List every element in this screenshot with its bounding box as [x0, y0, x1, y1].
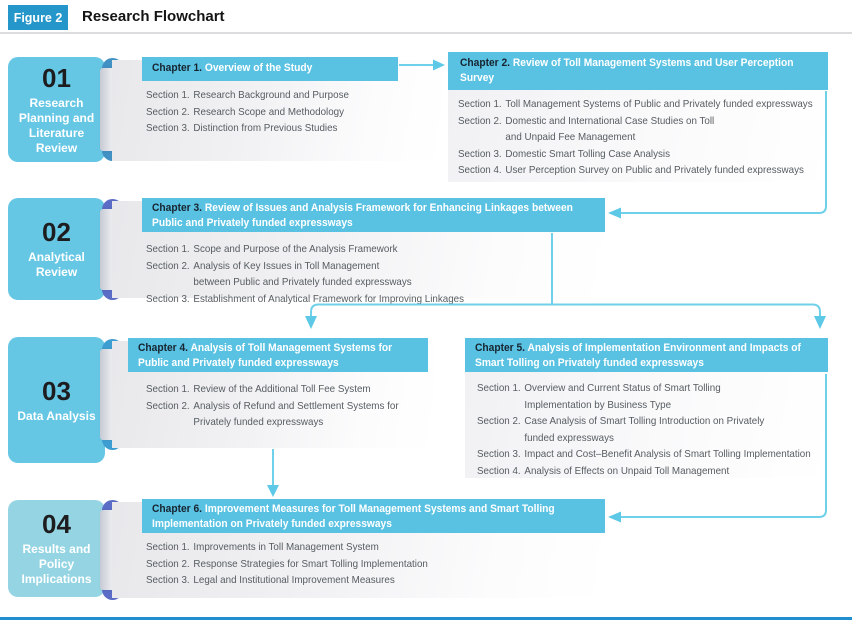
- section-text-continued: funded expressways: [524, 431, 614, 444]
- arrowhead-ch5-to-ch6: [608, 512, 621, 523]
- section-text: Analysis of Effects on Unpaid Toll Management: [524, 464, 730, 477]
- phase-number: 02: [42, 217, 71, 247]
- section-label: Section 2.: [146, 399, 190, 412]
- phase-number: 04: [42, 509, 71, 539]
- section-text: Domestic Smart Tolling Case Analysis: [505, 147, 671, 160]
- section-text: Analysis of Key Issues in Toll Management between Public and Privately funded expressways: [193, 258, 411, 291]
- arrowhead-ch2-to-ch3: [608, 208, 621, 219]
- section-text: Legal and Institutional Improvement Measures: [193, 574, 395, 586]
- section-label: Section 3.: [477, 448, 521, 460]
- section-text: Research Scope and Methodology: [193, 105, 345, 118]
- section-text: Improvements in Toll Management System: [193, 541, 379, 553]
- section-label: Section 2.: [146, 259, 190, 272]
- section-label: Section 3.: [458, 147, 502, 160]
- section-text: Scope and Purpose of the Analysis Framework: [193, 243, 398, 255]
- section-text-continued: between Public and Privately funded expressways: [193, 276, 412, 288]
- section-label: Section 1.: [458, 98, 502, 110]
- section-text-continued: Privately funded expressways: [193, 416, 324, 428]
- phase-label: Results and Policy Implications: [21, 542, 92, 586]
- section-text: Distinction from Previous Studies: [193, 122, 338, 134]
- chapter-label: Chapter 1.: [152, 62, 203, 74]
- section-text-continued: and Unpaid Fee Management: [505, 131, 636, 143]
- section-label: Section 1.: [146, 541, 190, 553]
- section-text: Impact and Cost–Benefit Analysis of Smart Tolling Implementation: [524, 448, 811, 460]
- section-text: Analysis of Refund and Settlement Systems for Privately funded expressways: [193, 398, 398, 431]
- chapter-label: Chapter 4.: [138, 341, 189, 354]
- section-label: Section 2.: [477, 415, 521, 427]
- section-label: Section 3.: [146, 122, 190, 134]
- phase-label: Research Planning and Literature Review: [18, 95, 95, 155]
- section-text-continued: Implementation by Business Type: [524, 398, 672, 411]
- arrow-ch3-branch: [311, 305, 820, 318]
- chapter-title: Analysis of Implementation Environment and Impacts of Smart Tolling on Privately funded expressways: [475, 341, 801, 369]
- chapter-label: Chapter 6.: [152, 502, 203, 515]
- chapter-title: Analysis of Toll Management Systems for Public and Privately funded expressways: [138, 341, 393, 369]
- arrow-ch5-to-ch6: [621, 374, 826, 517]
- section-text: Establishment of Analytical Framework for Improving Linkages: [193, 292, 465, 305]
- section-text: Overview and Current Status of Smart Tolling Implementation by Business Type: [524, 380, 720, 413]
- section-label: Section 2.: [146, 105, 190, 118]
- section-text: Case Analysis of Smart Tolling Introduction on Privately funded expressways: [524, 413, 764, 446]
- section-label: Section 1.: [146, 89, 190, 101]
- phase-label: Data Analysis: [17, 408, 96, 423]
- section-text: User Perception Survey on Public and Privately funded expressways: [505, 164, 804, 176]
- section-label: Section 3.: [146, 574, 190, 586]
- chapter-label: Chapter 2.: [460, 57, 511, 69]
- section-label: Section 1.: [477, 382, 521, 394]
- section-label: Section 1.: [146, 383, 190, 395]
- section-text: Domestic and International Case Studies on Toll and Unpaid Fee Management: [505, 113, 714, 146]
- phase-number: 01: [42, 62, 71, 93]
- section-label: Section 4.: [458, 164, 502, 176]
- phase-label: Analytical Review: [28, 250, 85, 279]
- chapter-label: Chapter 3.: [152, 201, 203, 214]
- section-label: Section 4.: [477, 464, 521, 477]
- section-text: Response Strategies for Smart Tolling Implementation: [193, 557, 428, 570]
- figure-title: Research Flowchart: [82, 8, 225, 25]
- section-text: Toll Management Systems of Public and Privately funded expressways: [505, 98, 813, 110]
- arrowhead-ch1-to-ch2: [433, 60, 445, 71]
- chapter-label: Chapter 5.: [475, 341, 526, 354]
- arrow-ch2-to-ch3: [621, 91, 826, 213]
- arrowhead-ch3-to-ch5: [814, 316, 826, 329]
- section-label: Section 1.: [146, 243, 190, 255]
- section-label: Section 2.: [146, 557, 190, 570]
- arrowhead-ch4-to-ch6: [267, 485, 279, 497]
- arrowhead-ch3-to-ch4: [305, 316, 317, 329]
- chapter-title: Overview of the Study: [204, 62, 313, 74]
- section-text: Research Background and Purpose: [193, 89, 349, 101]
- chapter-title: Improvement Measures for Toll Management Systems and Smart Tolling Implementation on Privately funded expressways: [152, 502, 555, 530]
- figure-badge: Figure 2: [8, 5, 68, 30]
- phase-number: 03: [42, 375, 71, 406]
- section-label: Section 3.: [146, 292, 190, 305]
- chapter-title: Review of Issues and Analysis Framework for Enhancing Linkages between Public and Privately funded expressways: [152, 201, 573, 229]
- section-label: Section 2.: [458, 114, 502, 127]
- chapter-title: Review of Toll Management Systems and User Perception Survey: [460, 57, 794, 84]
- section-text: Review of the Additional Toll Fee System: [193, 383, 371, 395]
